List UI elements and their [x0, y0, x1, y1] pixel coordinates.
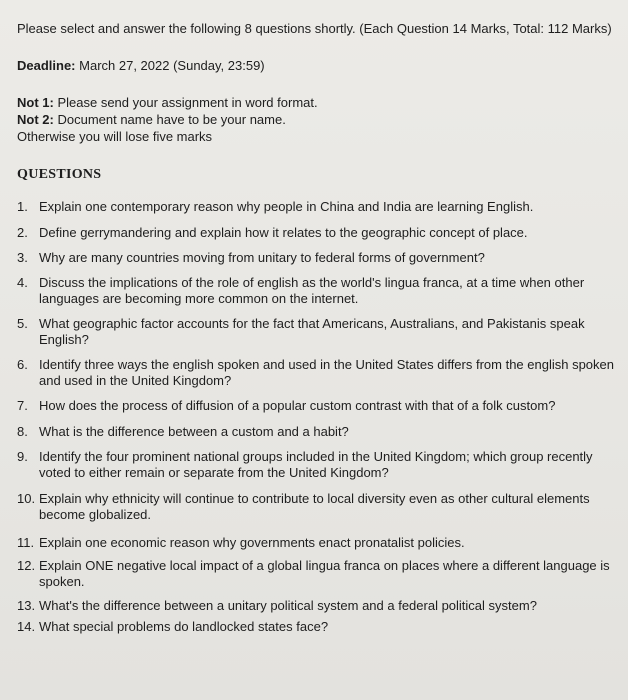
question-number: 13.: [17, 598, 36, 613]
question-text: Why are many countries moving from unitary to federal forms of government?: [39, 250, 485, 265]
question-text: What special problems do landlocked states face?: [39, 619, 329, 634]
questions-list: [17, 199, 614, 635]
question-item: [17, 491, 614, 523]
question-number: 12.: [17, 558, 36, 573]
question-item: [17, 275, 614, 307]
note-line: [17, 94, 614, 111]
questions-heading: QUESTIONS: [17, 167, 102, 182]
note-label: Not 1:: [17, 95, 54, 110]
question-number: 7.: [17, 398, 28, 413]
question-number: 6.: [17, 357, 28, 372]
question-text: Explain why ethnicity will continue to contribute to local diversity even as other cultural elements become globalized.: [39, 491, 590, 522]
question-number: 9.: [17, 449, 28, 464]
question-text: Discuss the implications of the role of english as the world's lingua franca, at a time when other languages are becoming more common on the internet.: [39, 275, 585, 306]
question-item: [17, 250, 614, 266]
question-text: Explain ONE negative local impact of a global lingua franca on places where a different language is spoken.: [39, 558, 610, 589]
note-line: [17, 111, 614, 128]
question-item: [17, 316, 614, 348]
question-text: Identify the four prominent national groups included in the United Kingdom; which group recently voted to either remain or separate from the United Kingdom?: [39, 449, 593, 480]
question-number: 1.: [17, 199, 28, 214]
question-number: 10.: [17, 491, 36, 506]
question-item: [17, 598, 614, 614]
question-item: [17, 619, 614, 635]
question-text: How does the process of diffusion of a popular custom contrast with that of a folk custom?: [39, 398, 556, 413]
question-text: What geographic factor accounts for the fact that Americans, Australians, and Pakistanis speak English?: [39, 316, 585, 347]
question-text: What's the difference between a unitary political system and a federal political system?: [39, 598, 537, 613]
question-number: 5.: [17, 316, 28, 331]
question-item: [17, 535, 614, 551]
question-item: [17, 357, 614, 389]
question-text: What is the difference between a custom and a habit?: [39, 424, 349, 439]
intro-text: Please select and answer the following 8 questions shortly. (Each Question 14 Marks, Total: 112 Marks): [17, 21, 612, 36]
warning-line: Otherwise you will lose five marks: [17, 129, 213, 144]
question-text: Identify three ways the english spoken and used in the United States differs from the english spoken and used in the United Kingdom?: [39, 357, 614, 388]
question-number: 4.: [17, 275, 28, 290]
deadline-value: March 27, 2022 (Sunday, 23:59): [79, 58, 265, 73]
question-number: 2.: [17, 225, 28, 240]
question-number: 3.: [17, 250, 28, 265]
question-number: 8.: [17, 424, 28, 439]
question-item: [17, 424, 614, 440]
question-item: [17, 199, 614, 215]
note-label: Not 2:: [17, 112, 54, 127]
question-text: Explain one contemporary reason why people in China and India are learning English.: [39, 199, 534, 214]
question-number: 14.: [17, 619, 36, 634]
question-item: [17, 558, 614, 590]
question-text: Explain one economic reason why governments enact pronatalist policies.: [39, 535, 465, 550]
question-item: [17, 449, 614, 481]
notes-block: [17, 94, 614, 145]
question-number: 11.: [17, 535, 35, 550]
note-text: Document name have to be your name.: [57, 112, 286, 127]
question-text: Define gerrymandering and explain how it relates to the geographic concept of place.: [39, 225, 528, 240]
question-item: [17, 225, 614, 241]
deadline-label: Deadline:: [17, 58, 76, 73]
note-text: Please send your assignment in word format.: [57, 95, 318, 110]
question-item: [17, 398, 614, 414]
deadline-line: [17, 57, 614, 74]
